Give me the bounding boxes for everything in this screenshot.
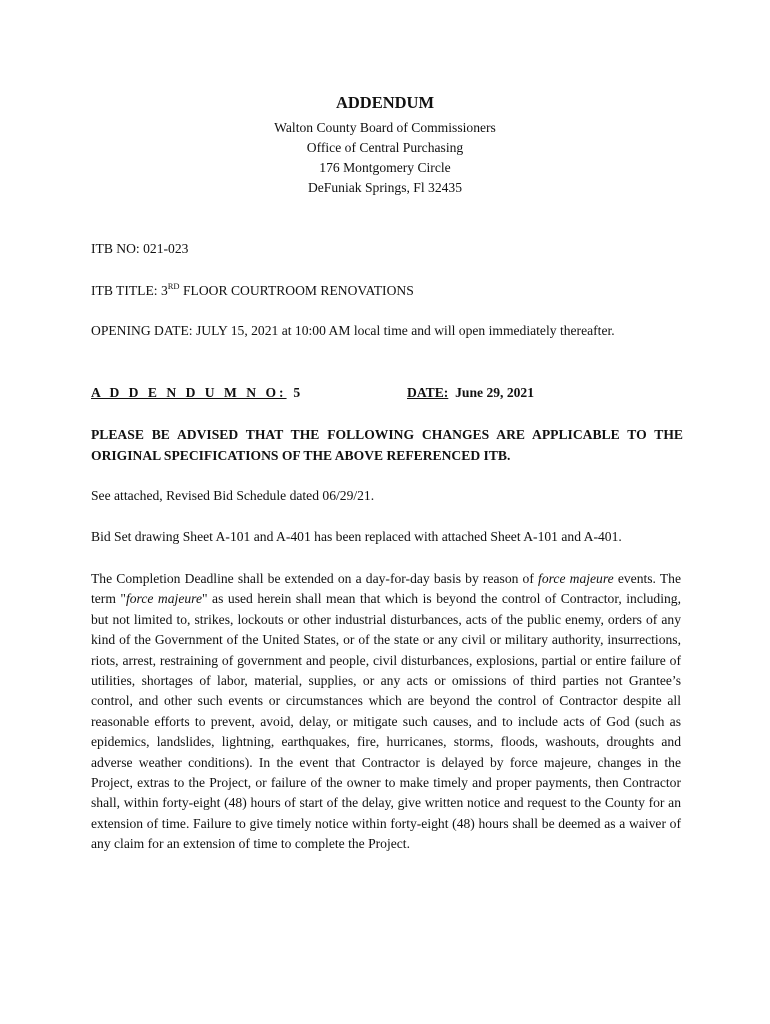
fm-text-3: " as used herein shall mean that which is beyond the control of Contractor, including, but not limited to, strikes, lockouts or other industrial disturbances, acts of the public enemy, orders of any kind of the Government of the United States, or of the state or any civil or military authority, insurrections, riots, arrest, restraining of government and people, civil disturbances, explosions, partial or entire failure of utilities, shortages of labor, material, supplies, or any acts or omissions of third parties not Grantee’s control, and other such events or circumstances which are beyond the control of Contractor despite all reasonable efforts to prevent, avoid, delay, or mitigate such causes, and to include acts of God (such as epidemics, landslides, lightning, earthquakes, fire, hurricanes, storms, floods, washouts, droughts and adverse weather conditions). In the event that Contractor is delayed by force majeure, changes in the Project, extras to the Project, or failure of the owner to make timely and proper payments, then Contractor shall, within forty-eight (48) hours of start of the delay, give written notice and request to the County for an extension of time. Failure to give timely notice within forty-eight (48) hours shall be deemed as a waiver of any claim for an extension of time to complete the Project. bbox=[91, 591, 681, 852]
addendum-date-line bbox=[407, 385, 534, 401]
address-line-city: DeFuniak Springs, Fl 32435 bbox=[307, 180, 463, 195]
force-majeure-paragraph bbox=[91, 569, 681, 855]
fm-italic-1: force majeure bbox=[538, 571, 614, 586]
address-line-org: Walton County Board of Commissioners bbox=[274, 120, 496, 135]
itb-number: ITB NO: 021-023 bbox=[91, 241, 189, 256]
addendum-label: A D D E N D U M N O: bbox=[91, 385, 287, 400]
address-line-street: 176 Montgomery Circle bbox=[319, 160, 451, 175]
itb-title bbox=[91, 283, 414, 299]
addendum-date-value: June 29, 2021 bbox=[455, 385, 535, 400]
itb-title-superscript: RD bbox=[167, 281, 180, 291]
opening-date: OPENING DATE: JULY 15, 2021 at 10:00 AM local time and will open immediately thereafter. bbox=[91, 323, 615, 338]
itb-title-rest: FLOOR COURTROOM RENOVATIONS bbox=[179, 283, 414, 298]
item-revised-bid-schedule: See attached, Revised Bid Schedule dated 06/29/21. bbox=[91, 488, 375, 503]
address-line-office: Office of Central Purchasing bbox=[306, 140, 464, 155]
addendum-number-line bbox=[91, 385, 300, 401]
advisory-notice: PLEASE BE ADVISED THAT THE FOLLOWING CHANGES ARE APPLICABLE TO THE ORIGINAL SPECIFICATIONS OF THE ABOVE REFERENCED ITB. bbox=[91, 427, 683, 463]
addendum-date-label: DATE: bbox=[407, 385, 449, 400]
itb-title-prefix: ITB TITLE: 3 bbox=[91, 283, 168, 298]
addendum-number: 5 bbox=[293, 385, 301, 400]
fm-italic-2: force majeure bbox=[125, 591, 202, 607]
fm-text-1: The Completion Deadline shall be extended on a day-for-day basis by reason of bbox=[91, 571, 539, 586]
document-title: ADDENDUM bbox=[335, 93, 435, 112]
item-drawing-replacement: Bid Set drawing Sheet A-101 and A-401 has been replaced with attached Sheet A-101 and A-401. bbox=[91, 529, 622, 544]
fm-text-2: events. The term " bbox=[91, 571, 681, 607]
